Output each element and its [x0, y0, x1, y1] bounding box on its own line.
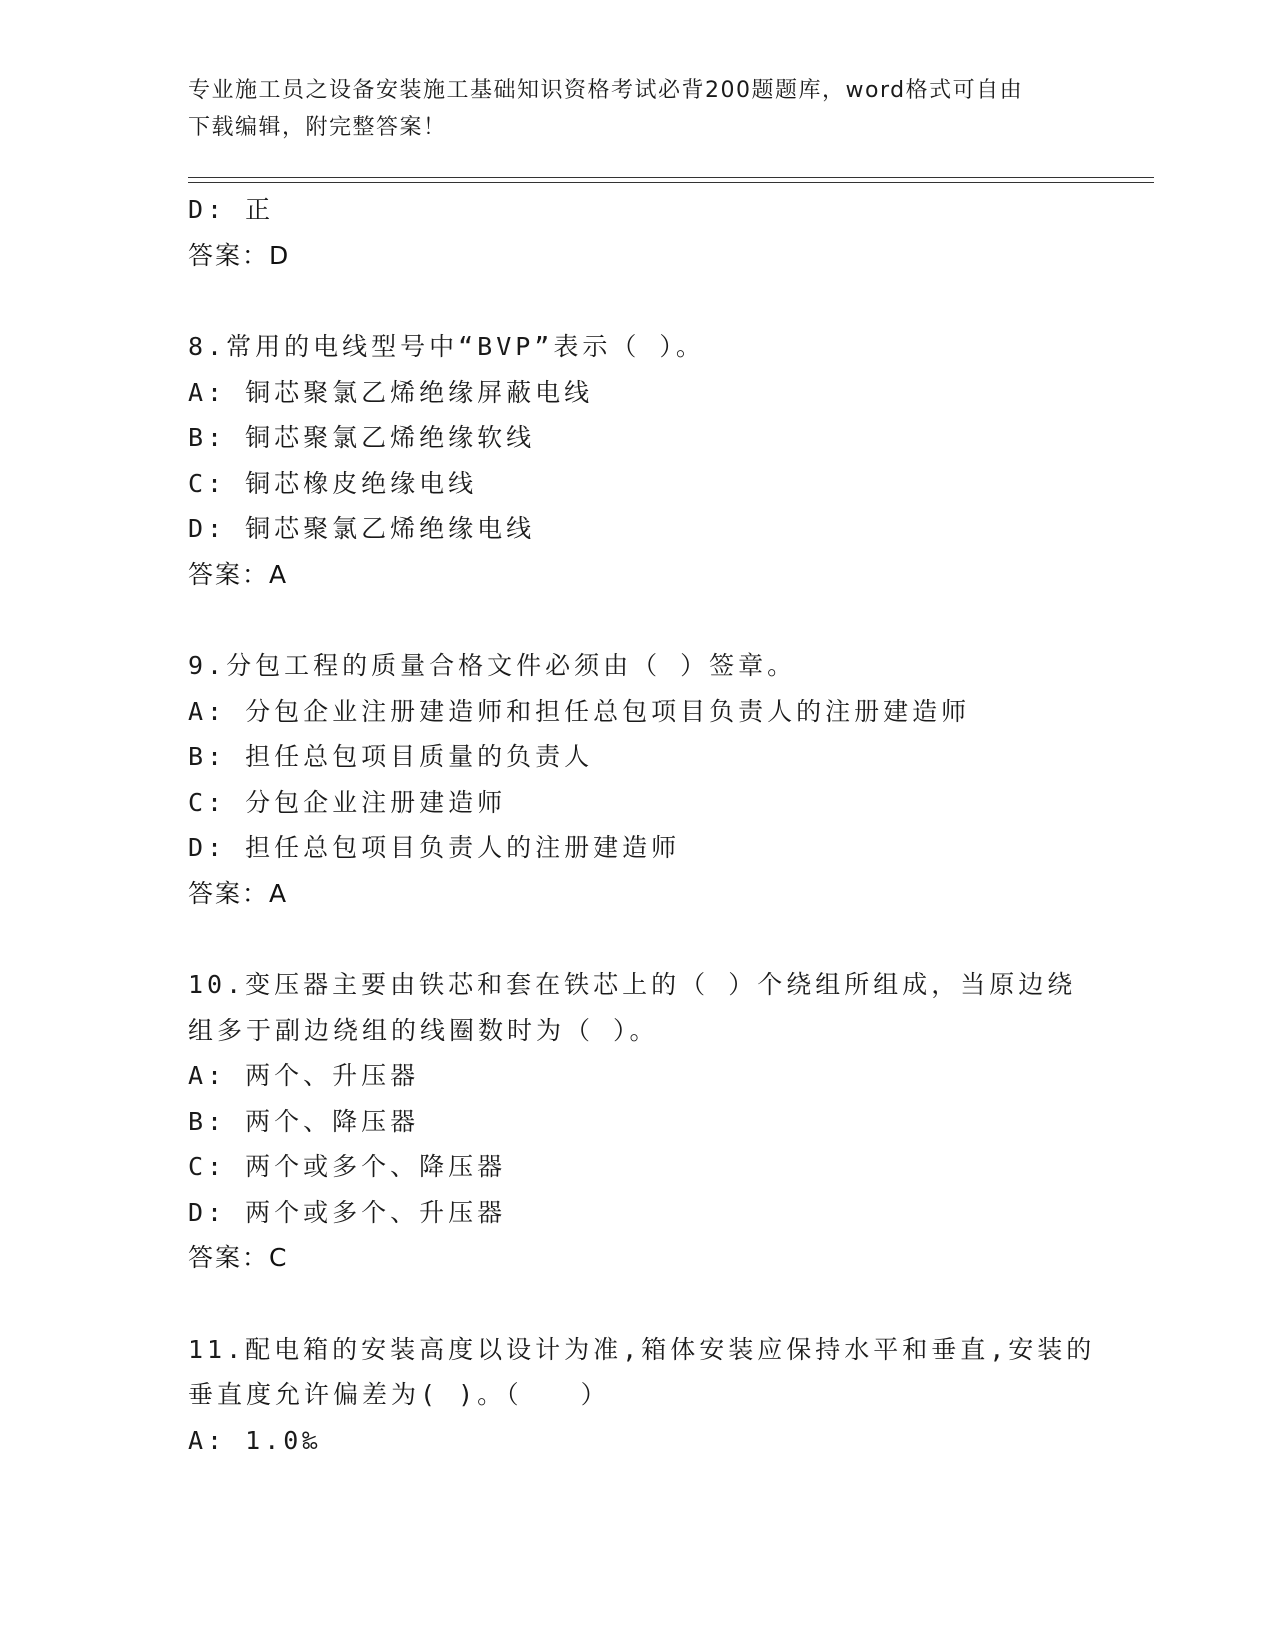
- header-title-line-1: 专业施工员之设备安装施工基础知识资格考试必背200题题库，word格式可自由: [188, 78, 1024, 103]
- question-block-7: [188, 187, 1108, 278]
- question-block-11: [188, 1327, 1108, 1464]
- option-b: B: 担任总包项目质量的负责人: [188, 742, 594, 771]
- option-c: C: 铜芯橡皮绝缘电线: [188, 468, 478, 498]
- answer-line: 答案：A: [188, 559, 289, 589]
- question-block-10: [188, 962, 1108, 1281]
- question-block-8: [188, 324, 1108, 597]
- option-b: B: 两个、降压器: [188, 1106, 420, 1136]
- answer-line: 答案：A: [188, 878, 289, 908]
- question-stem-line-1: 10.变压器主要由铁芯和套在铁芯上的（ ）个绕组所组成，当原边绕: [188, 970, 1077, 999]
- option-a: A: 两个、升压器: [188, 1061, 420, 1090]
- option-d: D: 担任总包项目负责人的注册建造师: [188, 833, 681, 862]
- option-d: D: 铜芯聚氯乙烯绝缘电线: [188, 514, 536, 543]
- option-d: D: 两个或多个、升压器: [188, 1197, 507, 1227]
- answer-line: 答案：C: [188, 1243, 289, 1272]
- option-a: A: 1.0‰: [188, 1425, 322, 1455]
- document-header: [188, 72, 1088, 146]
- question-stem-line-2: 组多于副边绕组的线圈数时为（ ）。: [188, 1015, 659, 1045]
- question-stem-line-1: 11.配电箱的安装高度以设计为准,箱体安装应保持水平和垂直,安装的: [188, 1334, 1096, 1364]
- spacer: [188, 278, 1108, 324]
- spacer: [188, 916, 1108, 962]
- header-divider-bottom: [188, 182, 1154, 183]
- question-list: [188, 187, 1108, 1463]
- question-stem-line-2: 垂直度允许偏差为( )。（ ）: [188, 1380, 610, 1409]
- option-c: C: 分包企业注册建造师: [188, 787, 507, 817]
- question-block-9: [188, 643, 1108, 916]
- question-stem: 9.分包工程的质量合格文件必须由（ ）签章。: [188, 651, 797, 680]
- header-title-line-2: 下载编辑，附完整答案！: [188, 115, 447, 140]
- answer-line: 答案：D: [188, 240, 291, 270]
- question-stem: 8.常用的电线型号中“BVP”表示（ ）。: [188, 332, 705, 361]
- spacer: [188, 1281, 1108, 1327]
- option-c: C: 两个或多个、降压器: [188, 1152, 507, 1181]
- option-d: D: 正: [188, 195, 275, 224]
- option-b: B: 铜芯聚氯乙烯绝缘软线: [188, 423, 536, 452]
- option-a: A: 分包企业注册建造师和担任总包项目负责人的注册建造师: [188, 696, 971, 726]
- spacer: [188, 597, 1108, 643]
- option-a: A: 铜芯聚氯乙烯绝缘屏蔽电线: [188, 377, 594, 407]
- header-divider-top: [188, 177, 1154, 178]
